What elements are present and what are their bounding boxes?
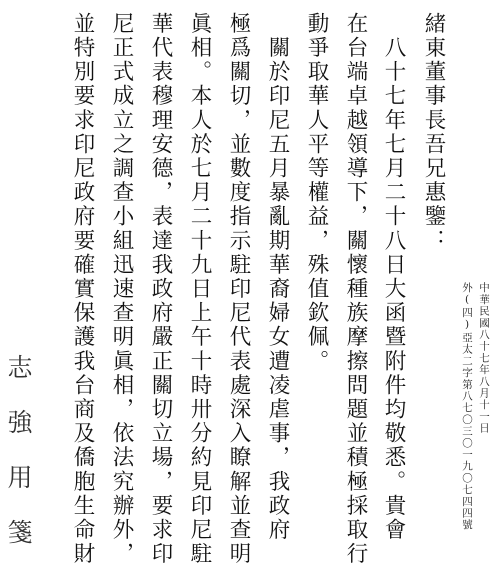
letter-salutation: 緒東董事長吾兄惠鑒： [421, 12, 446, 253]
stationery-mark: 志強用箋 [4, 354, 33, 574]
letter-column: 在台端卓越領導下，關懷種族摩擦問題並積極採取行 [343, 12, 368, 567]
letter-column: 眞相。本人於七月二十九日上午十時卅分約見印尼駐 [187, 12, 212, 567]
letter-column: 八十七年七月二十八日大函暨附件均敬悉。貴會 [381, 12, 406, 543]
letter-column: 尼正式成立之調查小組迅速查明眞相，依法究辦外， [109, 12, 134, 567]
letter-column: 關於印尼五月暴亂期華裔婦女遭凌虐事，我政府 [265, 12, 290, 543]
letter-column: 動爭取華人平等權益，殊值欽佩。 [304, 12, 329, 374]
letter-column: 華代表穆理安德，表達我政府嚴正關切立場，要求印 [148, 12, 173, 567]
letter-column: 極爲關切，並數度指示駐印尼代表處深入瞭解並查明 [226, 12, 251, 567]
letter-date: 中華民國八十七年八月十一日 [478, 282, 490, 435]
letter-reference-number: 外(四)亞太二字第八七〇三〇一九〇七四四號 [461, 282, 473, 531]
letter-column: 並特別要求印尼政府要確實保護我台商及僑胞生命財 [70, 12, 95, 567]
